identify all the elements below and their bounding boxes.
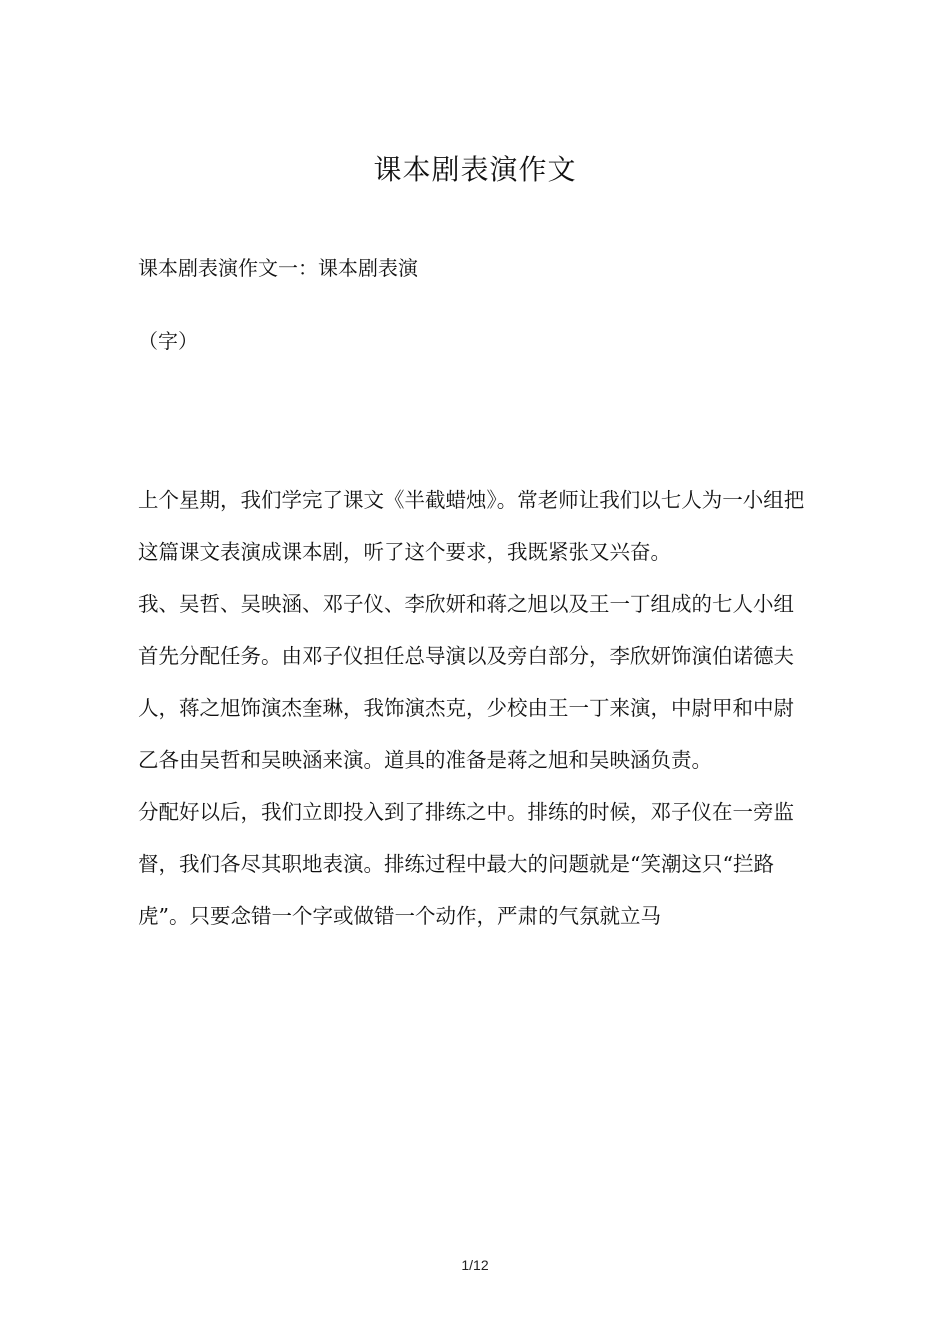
section-subtitle: 课本剧表演作文一：课本剧表演 (138, 256, 418, 280)
paragraph: 分配好以后，我们立即投入到了排练之中。排练的时候，邓子仪在一旁监督，我们各尽其职地表演。排练过程中最大的问题就是“笑潮这只“拦路虎”。只要念错一个字或做错一个动作，严肃的气氛就立马 (138, 800, 794, 928)
page-title: 课本剧表演作文 (373, 153, 577, 186)
page-number: 1/12 (461, 1257, 489, 1273)
paragraph: 我、吴哲、吴映涵、邓子仪、李欣妍和蒋之旭以及王一丁组成的七人小组首先分配任务。由邓子仪担任总导演以及旁白部分，李欣妍饰演伯诺德夫人，蒋之旭饰演杰奎琳，我饰演杰克，少校由王一丁来演，中尉甲和中尉乙各由吴哲和吴映涵来演。道具的准备是蒋之旭和吴映涵负责。 (138, 592, 794, 772)
body-text (138, 474, 814, 942)
word-count-note: （字） (138, 329, 198, 353)
paragraph: 上个星期，我们学完了课文《半截蜡烛》。常老师让我们以七人为一小组把这篇课文表演成课本剧，听了这个要求，我既紧张又兴奋。 (138, 488, 805, 564)
